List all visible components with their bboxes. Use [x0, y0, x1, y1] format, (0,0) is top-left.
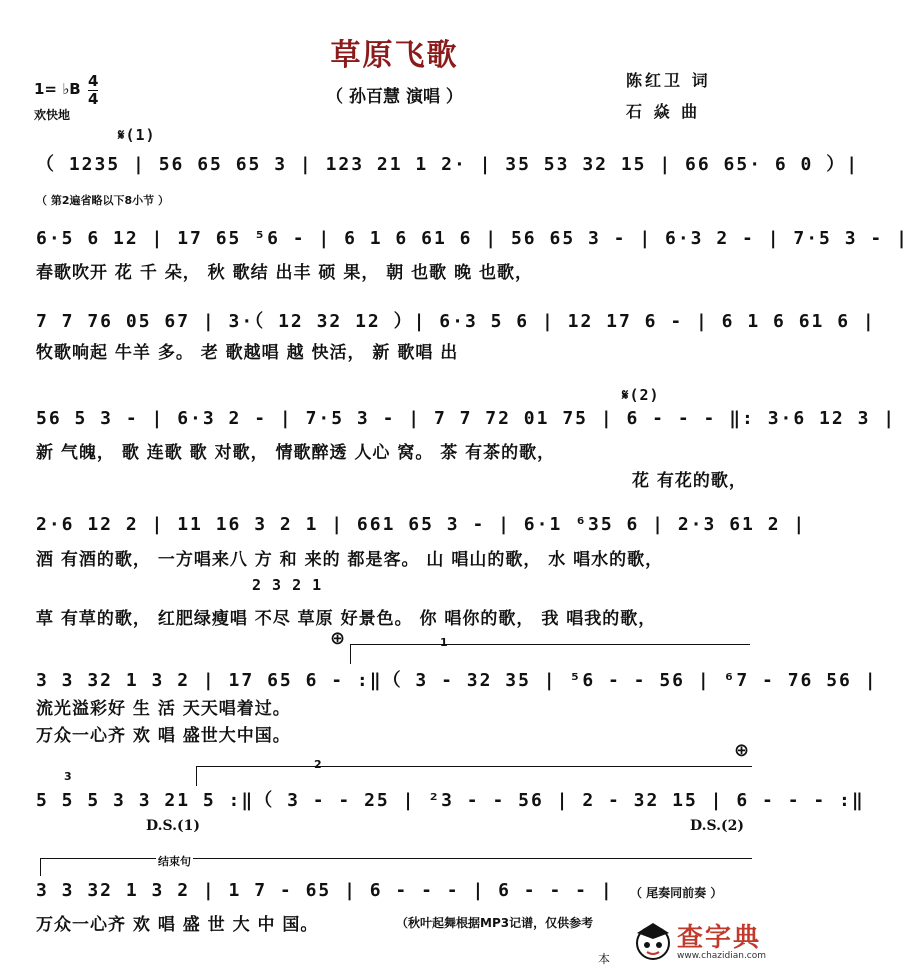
page-title: 草原飞歌 — [330, 38, 459, 73]
page-char: 本 — [598, 952, 611, 966]
volta-bracket-2 — [196, 766, 752, 767]
mascot-icon — [633, 919, 673, 963]
lyric-row-8: 万众一心齐 欢 唱 盛 世 大 中 国。 — [36, 915, 319, 935]
singer-credit: （ 孙百慧 演唱 ） — [326, 87, 463, 107]
tempo-marking: 欢快地 — [34, 108, 71, 122]
lyric-row-2: 春歌吹开 花 千 朵， 秋 歌结 出丰 硕 果， 朝 也歌 晚 也歌， — [36, 263, 534, 283]
score-row-8: 3 3 32 1 3 2 | 1 7 - 65 | 6 - - - | 6 - - - | — [36, 880, 614, 901]
volta-1-number: 1 — [440, 636, 448, 649]
score-row-2: 6·5 6 12 | 17 65 ⁵6 - | 6 1 6 61 6 | 56 65 3 - | 6·3 2 - | 7·5 3 - | — [36, 228, 909, 249]
site-logo[interactable] — [629, 913, 785, 971]
time-bottom: 4 — [88, 90, 99, 108]
logo-text: 查字典 — [677, 923, 762, 953]
segno-2: 𝄋(2) — [622, 386, 660, 404]
triplet-mark: 3 — [64, 770, 72, 783]
key-signature: 1= ♭B — [34, 80, 81, 98]
lyric-row-6b: 万众一心齐 欢 唱 盛世大中国。 — [36, 726, 291, 746]
score-row-4: 56 5 3 - | 6·3 2 - | 7·5 3 - | 7 7 72 01 75 | 6 - - - ‖: 3·6 12 3 | — [36, 408, 897, 429]
volta-bracket-1 — [350, 644, 750, 645]
time-top: 4 — [88, 72, 99, 90]
lyric-row-4b: 花 有花的歌， — [632, 471, 747, 491]
lyric-row-6a: 流光溢彩好 生 活 天天唱着过。 — [36, 699, 291, 719]
outro-note: （ 尾奏同前奏 ） — [630, 886, 723, 900]
ds-2: D.S.(2) — [690, 818, 744, 834]
footnote: （秋叶起舞根据MP3记谱，仅供参考 — [396, 916, 594, 930]
volta-bracket-2-edge — [196, 766, 197, 786]
score-row-5: 2·6 12 2 | 11 16 3 2 1 | 661 65 3 - | 6·1 ⁶35 6 | 2·3 61 2 | — [36, 514, 807, 535]
score-row-1: （ 1235 | 56 65 65 3 | 123 21 1 2· | 35 53 32 15 | 66 65· 6 0 ）| — [36, 154, 860, 175]
lyric-row-5b: 草 有草的歌， 红肥绿瘦唱 不尽 草原 好景色。 你 唱你的歌， 我 唱我的歌， — [36, 609, 657, 629]
ending-bracket-edge — [40, 858, 41, 876]
lyricist-credit: 陈红卫 词 — [626, 71, 711, 90]
lyric-row-3: 牧歌响起 牛羊 多。 老 歌越唱 越 快活， 新 歌唱 出 — [36, 343, 459, 363]
volta-bracket-1-edge — [350, 644, 351, 664]
segno-1: 𝄋(1) — [118, 126, 156, 144]
lyric-row-5a: 酒 有酒的歌， 一方唱来八 方 和 来的 都是客。 山 唱山的歌， 水 唱水的歌， — [36, 550, 664, 570]
ds-1: D.S.(1) — [146, 818, 200, 834]
grace-notes: 2 3 2 1 — [252, 576, 323, 594]
ending-bracket — [40, 858, 752, 859]
coda-sign-2: ⊕ — [734, 740, 750, 761]
composer-credit: 石 焱 曲 — [626, 102, 701, 121]
lyric-row-4a: 新 气魄， 歌 连歌 歌 对歌， 情歌醉透 人心 窝。 茶 有茶的歌， — [36, 443, 556, 463]
logo-url: www.chazidian.com — [677, 951, 767, 961]
score-row-6: 3 3 32 1 3 2 | 17 65 6 - :‖（ 3 - 32 35 | ⁵6 - - 56 | ⁶7 - 76 56 | — [36, 670, 878, 691]
volta-2-number: 2 — [314, 758, 322, 771]
score-row-3: 7 7 76 05 67 | 3·（ 12 32 12 ）| 6·3 5 6 | 12 17 6 - | 6 1 6 61 6 | — [36, 311, 876, 332]
ending-label: 结束句 — [158, 855, 191, 868]
coda-sign-1: ⊕ — [330, 628, 346, 649]
time-signature — [88, 73, 98, 108]
score-row-7: 5 5 5 3 3 21 5 :‖（ 3 - - 25 | ²3 - - 56 | 2 - 32 15 | 6 - - - :‖ — [36, 790, 865, 811]
skip-note: （ 第2遍省略以下8小节 ） — [36, 194, 169, 207]
